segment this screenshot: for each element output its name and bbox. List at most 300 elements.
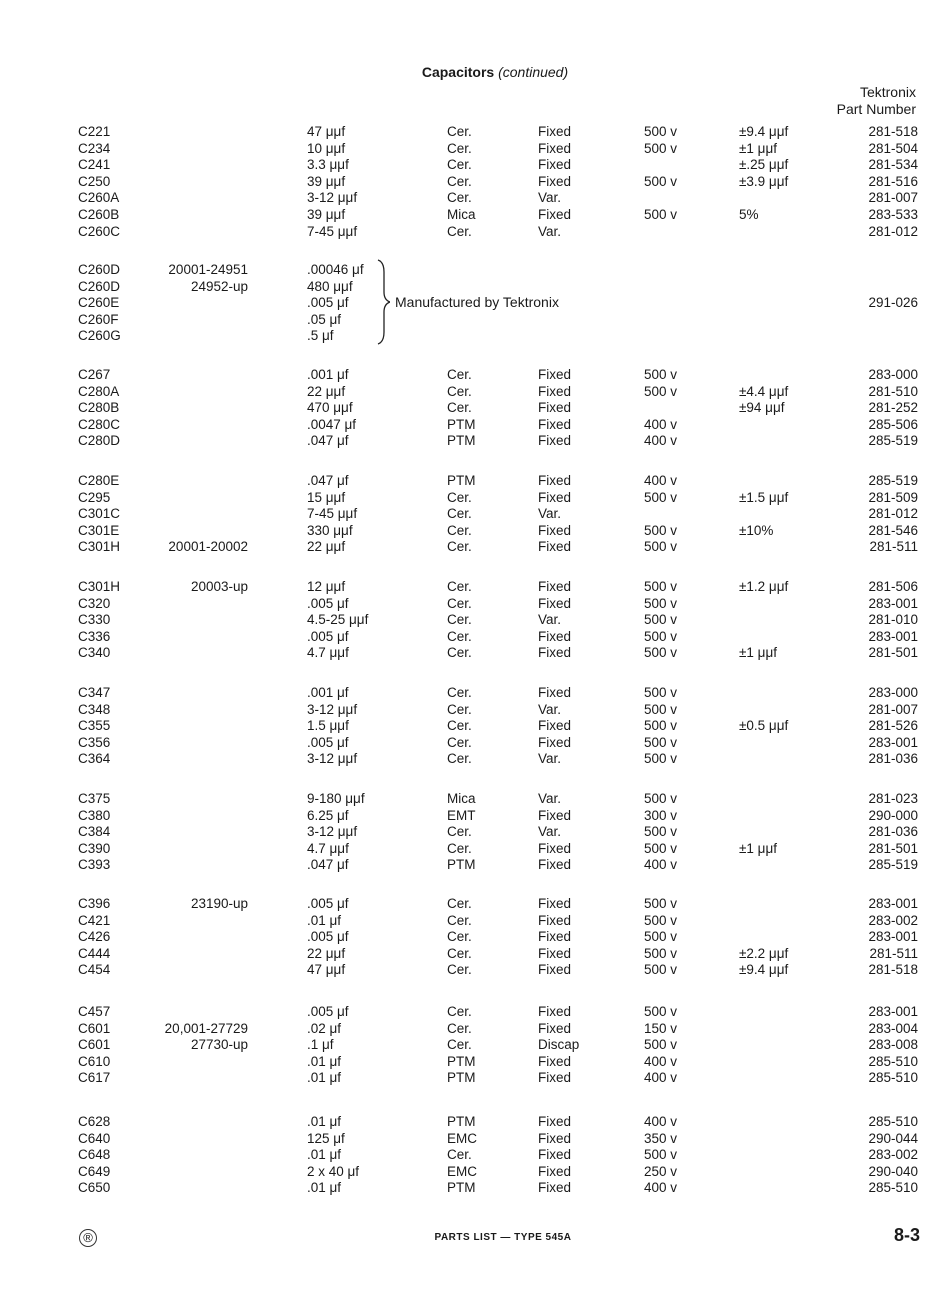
cell-part-number: 281-012 [868,223,918,239]
cell-type: PTM [447,1180,476,1196]
cell-value: .01 μf [307,1070,342,1086]
cell-value: .005 μf [307,734,349,750]
table-row [0,522,950,539]
cell-ref: C375 [78,791,111,806]
table-row [0,472,950,489]
cell-part-number: 283-001 [868,595,918,611]
cell-volt: 500 v [644,840,678,856]
cell-value: 3-12 μμf [307,701,358,717]
cell-ref: C234 [78,140,111,156]
cell-serial: 20001-24951 [168,262,248,277]
cell-ref: C336 [78,628,111,644]
cell-ref: C260D [78,262,121,277]
cell-value: .047 μf [307,857,349,873]
cell-ref: C340 [78,645,111,661]
cell-kind: Fixed [538,595,572,611]
cell-tolerance: ±.25 μμf [739,157,789,173]
table-row [0,140,950,157]
cell-part-number: 283-002 [868,1147,918,1163]
cell-value: 9-180 μμf [307,791,365,806]
cell-type: EMC [447,1130,477,1146]
cell-ref: C280A [78,383,120,399]
cell-kind: Fixed [538,945,572,961]
cell-part-number: 283-000 [868,367,918,382]
cell-volt: 500 v [644,945,678,961]
cell-type: Cer. [447,1020,472,1036]
cell-volt: 500 v [644,539,678,555]
cell-value: 4.7 μμf [307,840,349,856]
cell-part-number: 283-008 [868,1037,918,1053]
table-row [0,823,950,840]
cell-part-number: 281-516 [868,173,918,189]
cell-part-number: 281-509 [868,489,918,505]
cell-ref: C380 [78,807,111,823]
cell-part-number: 283-001 [868,628,918,644]
cell-kind: Var. [538,190,562,206]
cell-part-number: 281-518 [868,962,918,978]
cell-kind: Fixed [538,539,572,555]
part-number-header-line1: Tektronix [859,84,916,100]
cell-value: .047 μf [307,433,349,449]
cell-volt: 500 v [644,912,678,928]
cell-value: 3.3 μμf [307,157,349,173]
cell-part-number: 283-002 [868,912,918,928]
table-row [0,701,950,718]
table-row [0,734,950,751]
cell-part-number: 281-534 [868,157,918,173]
cell-serial: 20,001-27729 [164,1020,248,1036]
cell-kind: Fixed [538,124,572,139]
cell-type: Cer. [447,1004,472,1019]
cell-kind: Fixed [538,1053,572,1069]
cell-part-number: 285-519 [868,857,918,873]
table-row [0,1130,950,1147]
cell-value: 3-12 μμf [307,751,358,767]
cell-part-number: 290-000 [868,807,918,823]
cell-type: Cer. [447,896,472,911]
cell-volt: 400 v [644,1114,678,1129]
cell-part-number: 285-519 [868,433,918,449]
cell-ref: C301C [78,506,121,522]
cell-part-number: 281-501 [868,840,918,856]
cell-value: 2 x 40 μf [307,1163,360,1179]
cell-serial: 20003-up [190,579,248,594]
cell-ref: C280D [78,433,121,449]
cell-ref: C320 [78,595,111,611]
cell-serial: 20001-20002 [168,539,248,555]
cell-value: 10 μμf [307,140,346,156]
cell-ref: C260G [78,328,121,344]
cell-part-number: 290-040 [868,1163,918,1179]
cell-kind: Var. [538,506,562,522]
cell-kind: Discap [538,1037,580,1053]
cell-tolerance: ±0.5 μμf [739,718,789,734]
table-row [0,840,950,857]
cell-ref: C390 [78,840,111,856]
cell-kind: Fixed [538,857,572,873]
cell-serial: 27730-up [190,1037,248,1053]
cell-ref: C426 [78,929,111,945]
cell-part-number: 283-001 [868,929,918,945]
table-row [0,717,950,734]
cell-volt: 400 v [644,1070,678,1086]
cell-type: Cer. [447,1147,472,1163]
cell-kind: Fixed [538,207,572,222]
publisher-logo-icon: ® [79,1229,97,1247]
cell-ref: C444 [78,945,111,961]
cell-tolerance: ±9.4 μμf [739,962,789,978]
cell-part-number: 285-506 [868,416,918,432]
cell-serial: 24952-up [190,278,248,294]
cell-volt: 400 v [644,857,678,873]
cell-part-number: 281-506 [868,579,918,594]
cell-kind: Fixed [538,840,572,856]
cell-type: Cer. [447,645,472,661]
cell-value: 15 μμf [307,489,346,505]
cell-volt: 500 v [644,140,678,156]
cell-value: .02 μf [307,1020,342,1036]
cell-volt: 500 v [644,1037,678,1053]
cell-type: Cer. [447,628,472,644]
cell-serial: 23190-up [190,896,248,911]
cell-type: Cer. [447,539,472,555]
cell-type: Cer. [447,912,472,928]
cell-part-number: 291-026 [868,295,918,311]
cell-value: .005 μf [307,628,349,644]
cell-type: Cer. [447,506,472,522]
table-row [0,611,950,628]
cell-part-number: 283-000 [868,685,918,700]
part-number-header [837,84,916,118]
cell-part-number: 281-526 [868,718,918,734]
cell-kind: Fixed [538,157,572,173]
cell-part-number: 290-044 [868,1130,918,1146]
cell-tolerance: ±3.9 μμf [739,173,789,189]
table-row [0,912,950,929]
table-row [0,945,950,962]
cell-part-number: 281-518 [868,124,918,139]
table-row [0,223,950,240]
cell-value: 330 μμf [307,522,353,538]
cell-value: 470 μμf [307,400,353,416]
cell-kind: Fixed [538,807,572,823]
cell-ref: C301E [78,522,120,538]
cell-kind: Fixed [538,367,572,382]
cell-kind: Fixed [538,140,572,156]
cell-volt: 500 v [644,579,678,594]
cell-part-number: 283-001 [868,1004,918,1019]
cell-ref: C280B [78,400,120,416]
cell-type: Cer. [447,701,472,717]
cell-type: Cer. [447,929,472,945]
cell-part-number: 281-252 [868,400,918,416]
cell-value: .005 μf [307,295,349,311]
cell-kind: Fixed [538,962,572,978]
cell-ref: C221 [78,124,111,139]
cell-tolerance: ±1 μμf [739,840,777,856]
cell-type: Cer. [447,595,472,611]
cell-type: PTM [447,1053,476,1069]
cell-volt: 500 v [644,207,678,222]
cell-value: .01 μf [307,1180,342,1196]
cell-volt: 500 v [644,896,678,911]
cell-volt: 500 v [644,734,678,750]
title-suffix: (continued) [498,64,569,80]
cell-part-number: 281-546 [868,522,918,538]
cell-part-number: 285-510 [868,1114,918,1129]
cell-part-number: 281-010 [868,612,918,628]
cell-value: .0047 μf [307,416,357,432]
cell-part-number: 281-501 [868,645,918,661]
cell-type: EMC [447,1163,477,1179]
cell-ref: C601 [78,1020,111,1036]
cell-volt: 500 v [644,645,678,661]
table-row [0,1179,950,1196]
cell-ref: C610 [78,1053,111,1069]
cell-part-number: 283-533 [868,207,918,222]
cell-part-number: 281-511 [869,945,918,961]
cell-volt: 400 v [644,433,678,449]
cell-kind: Fixed [538,473,572,488]
cell-kind: Fixed [538,718,572,734]
cell-value: 4.7 μμf [307,645,349,661]
table-row [0,489,950,506]
cell-type: Cer. [447,945,472,961]
cell-ref: C649 [78,1163,111,1179]
cell-value: .005 μf [307,929,349,945]
cell-value: 47 μμf [307,962,346,978]
cell-part-number: 285-510 [868,1070,918,1086]
cell-kind: Fixed [538,1004,572,1019]
cell-type: Cer. [447,383,472,399]
table-row [0,261,950,278]
table-row [0,432,950,449]
table-row [0,961,950,978]
cell-volt: 400 v [644,473,678,488]
cell-kind: Var. [538,612,562,628]
cell-value: 6.25 μf [307,807,349,823]
cell-value: 7-45 μμf [307,506,358,522]
table-row [0,1146,950,1163]
cell-part-number: 281-023 [868,791,918,806]
cell-part-number: 281-007 [868,190,918,206]
cell-kind: Fixed [538,416,572,432]
cell-kind: Fixed [538,1114,572,1129]
cell-tolerance: ±1 μμf [739,645,777,661]
table-row [0,856,950,873]
cell-value: 39 μμf [307,207,346,222]
cell-volt: 250 v [644,1163,678,1179]
cell-ref: C617 [78,1070,111,1086]
cell-ref: C241 [78,157,111,173]
cell-tolerance: ±2.2 μμf [739,945,789,961]
cell-type: Cer. [447,1037,472,1053]
table-row [0,928,950,945]
cell-ref: C347 [78,685,111,700]
cell-volt: 500 v [644,962,678,978]
cell-value: .05 μf [307,311,342,327]
table-row [0,895,950,912]
table-row [0,1069,950,1086]
cell-ref: C601 [78,1037,111,1053]
cell-volt: 500 v [644,701,678,717]
cell-ref: C640 [78,1130,111,1146]
table-row [0,327,950,344]
cell-ref: C301H [78,579,121,594]
cell-volt: 500 v [644,522,678,538]
cell-volt: 300 v [644,807,678,823]
title-main: Capacitors [421,64,495,80]
table-row [0,1020,950,1037]
table-row [0,173,950,190]
cell-kind: Var. [538,223,562,239]
cell-kind: Fixed [538,433,572,449]
cell-volt: 500 v [644,595,678,611]
table-row [0,1163,950,1180]
table-row [0,156,950,173]
cell-part-number: 285-519 [868,473,918,488]
cell-kind: Fixed [538,896,572,911]
cell-ref: C301H [78,539,121,555]
cell-value: .01 μf [307,1114,342,1129]
cell-volt: 500 v [644,628,678,644]
cell-part-number: 281-510 [868,383,918,399]
cell-volt: 500 v [644,751,678,767]
cell-part-number: 281-036 [868,824,918,840]
cell-type: Mica [447,791,476,806]
cell-ref: C260C [78,223,121,239]
table-row [0,1003,950,1020]
cell-tolerance: ±4.4 μμf [739,383,789,399]
cell-type: Cer. [447,367,472,382]
cell-type: Cer. [447,751,472,767]
cell-volt: 500 v [644,929,678,945]
table-row [0,807,950,824]
cell-kind: Fixed [538,1147,572,1163]
cell-value: .001 μf [307,685,349,700]
cell-volt: 500 v [644,124,678,139]
cell-kind: Fixed [538,400,572,416]
cell-ref: C260D [78,278,121,294]
cell-kind: Fixed [538,734,572,750]
footer-title: PARTS LIST — TYPE 545A [434,1232,572,1243]
table-row [0,383,950,400]
cell-type: PTM [447,1070,476,1086]
cell-value: .01 μf [307,1053,342,1069]
cell-kind: Fixed [538,1180,572,1196]
table-row [0,1113,950,1130]
cell-ref: C348 [78,701,111,717]
cell-kind: Var. [538,791,562,806]
cell-kind: Fixed [538,628,572,644]
cell-tolerance: ±9.4 μμf [739,124,789,139]
table-row [0,595,950,612]
cell-ref: C280C [78,416,121,432]
cell-part-number: 285-510 [868,1053,918,1069]
cell-type: Cer. [447,157,472,173]
cell-kind: Fixed [538,685,572,700]
cell-type: Cer. [447,840,472,856]
cell-type: Cer. [447,685,472,700]
manufactured-note: Manufactured by Tektronix [395,294,559,310]
cell-ref: C648 [78,1147,111,1163]
cell-value: 22 μμf [307,539,346,555]
cell-ref: C355 [78,718,111,734]
cell-value: .01 μf [307,1147,342,1163]
cell-value: .047 μf [307,473,349,488]
cell-volt: 500 v [644,791,678,806]
cell-type: Cer. [447,612,472,628]
cell-ref: C650 [78,1180,111,1196]
cell-tolerance: ±94 μμf [739,400,785,416]
cell-value: 3-12 μμf [307,824,358,840]
cell-type: PTM [447,416,476,432]
cell-type: Cer. [447,962,472,978]
cell-value: 480 μμf [307,278,353,294]
cell-volt: 500 v [644,489,678,505]
cell-kind: Fixed [538,1020,572,1036]
cell-ref: C330 [78,612,111,628]
cell-ref: C454 [78,962,111,978]
table-row [0,1053,950,1070]
cell-value: 125 μf [307,1130,345,1146]
cell-ref: C260A [78,190,120,206]
cell-volt: 500 v [644,367,678,382]
cell-tolerance: ±1.5 μμf [739,489,789,505]
cell-value: 22 μμf [307,945,346,961]
cell-value: .00046 μf [307,262,364,277]
cell-type: PTM [447,1114,476,1129]
cell-value: .005 μf [307,1004,349,1019]
cell-kind: Fixed [538,1130,572,1146]
cell-type: EMT [447,807,476,823]
cell-volt: 400 v [644,1053,678,1069]
table-row [0,578,950,595]
cell-ref: C260F [78,311,119,327]
cell-value: 7-45 μμf [307,223,358,239]
cell-kind: Fixed [538,929,572,945]
cell-value: .01 μf [307,912,342,928]
cell-value: 3-12 μμf [307,190,358,206]
cell-tolerance: ±10% [739,522,774,538]
cell-tolerance: ±1 μμf [739,140,777,156]
cell-ref: C628 [78,1114,111,1129]
cell-value: 12 μμf [307,579,346,594]
cell-ref: C393 [78,857,111,873]
cell-part-number: 283-001 [868,734,918,750]
cell-volt: 500 v [644,383,678,399]
cell-ref: C260B [78,207,120,222]
cell-volt: 400 v [644,1180,678,1196]
cell-volt: 500 v [644,824,678,840]
cell-part-number: 281-504 [868,140,918,156]
cell-volt: 500 v [644,1004,678,1019]
cell-kind: Var. [538,751,562,767]
table-row [0,416,950,433]
cell-tolerance: ±1.2 μμf [739,579,789,594]
cell-type: PTM [447,433,476,449]
table-row [0,750,950,767]
cell-value: 39 μμf [307,173,346,189]
cell-value: .005 μf [307,595,349,611]
table-row [0,206,950,223]
cell-kind: Fixed [538,489,572,505]
cell-type: PTM [447,857,476,873]
cell-type: Cer. [447,124,472,139]
cell-ref: C384 [78,824,111,840]
cell-type: Cer. [447,718,472,734]
cell-kind: Fixed [538,912,572,928]
